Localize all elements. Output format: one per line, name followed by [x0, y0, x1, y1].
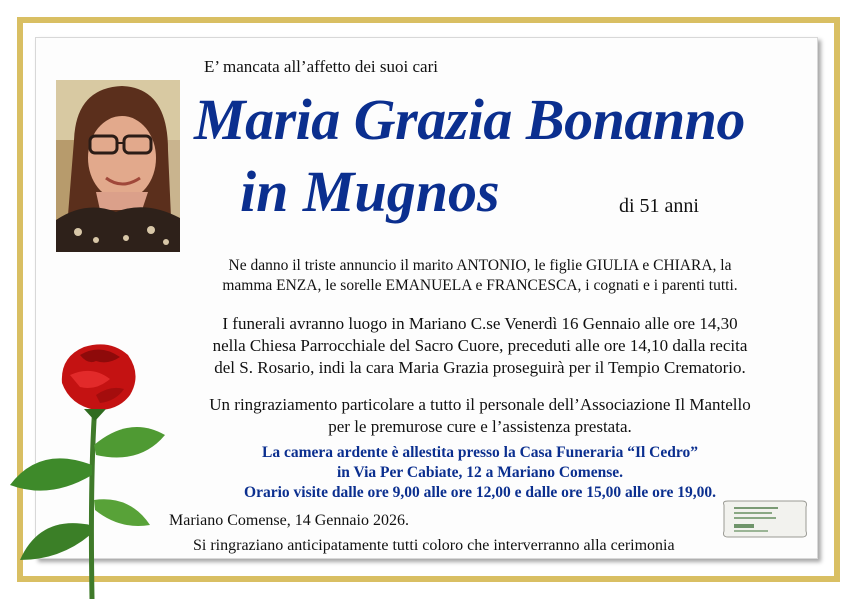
portrait-photo [56, 80, 180, 252]
chapel-paragraph [150, 443, 810, 503]
place-date: Mariano Comense, 14 Gennaio 2026. [169, 512, 409, 529]
chapel-line: in Via Per Cabiate, 12 a Mariano Comense. [336, 464, 623, 481]
funeral-line: nella Chiesa Parrocchiale del Sacro Cuore, preceduti alle ore 14,10 dalla recita [212, 336, 748, 355]
acknowledgement-line: Un ringraziamento particolare a tutto il personale dell’Associazione Il Mantello [209, 395, 751, 414]
intro-text: E’ mancata all’affetto dei suoi cari [204, 57, 438, 76]
deceased-name-line2: in Mugnos [240, 159, 500, 224]
funeral-paragraph [150, 313, 810, 379]
funeral-line: del S. Rosario, indi la cara Maria Grazia proseguirà per il Tempio Crematorio. [214, 358, 746, 377]
age-text: di 51 anni [619, 195, 699, 217]
acknowledgement-paragraph [150, 394, 810, 438]
red-rose-icon [0, 335, 170, 599]
acknowledgement-line: per le premurose cure e l’assistenza prestata. [328, 417, 632, 436]
funeral-home-logo-icon [720, 499, 810, 539]
chapel-line: Orario visite dalle ore 9,00 alle ore 12,00 e dalle ore 15,00 alle ore 19,00. [244, 484, 716, 501]
deceased-name-line1: Maria Grazia Bonanno [194, 87, 745, 152]
chapel-line: La camera ardente è allestita presso la Casa Funeraria “Il Cedro” [262, 444, 698, 461]
announcement-paragraph [150, 256, 810, 296]
announcement-line: Ne danno il triste annuncio il marito ANTONIO, le figlie GIULIA e CHIARA, la [228, 257, 732, 274]
funeral-line: I funerali avranno luogo in Mariano C.se Venerdì 16 Gennaio alle ore 14,30 [222, 314, 738, 333]
closing-thanks: Si ringraziano anticipatamente tutti coloro che interverranno alla cerimonia [193, 537, 675, 554]
announcement-line: mamma ENZA, le sorelle EMANUELA e FRANCESCA, i cognati e i parenti tutti. [222, 277, 738, 294]
